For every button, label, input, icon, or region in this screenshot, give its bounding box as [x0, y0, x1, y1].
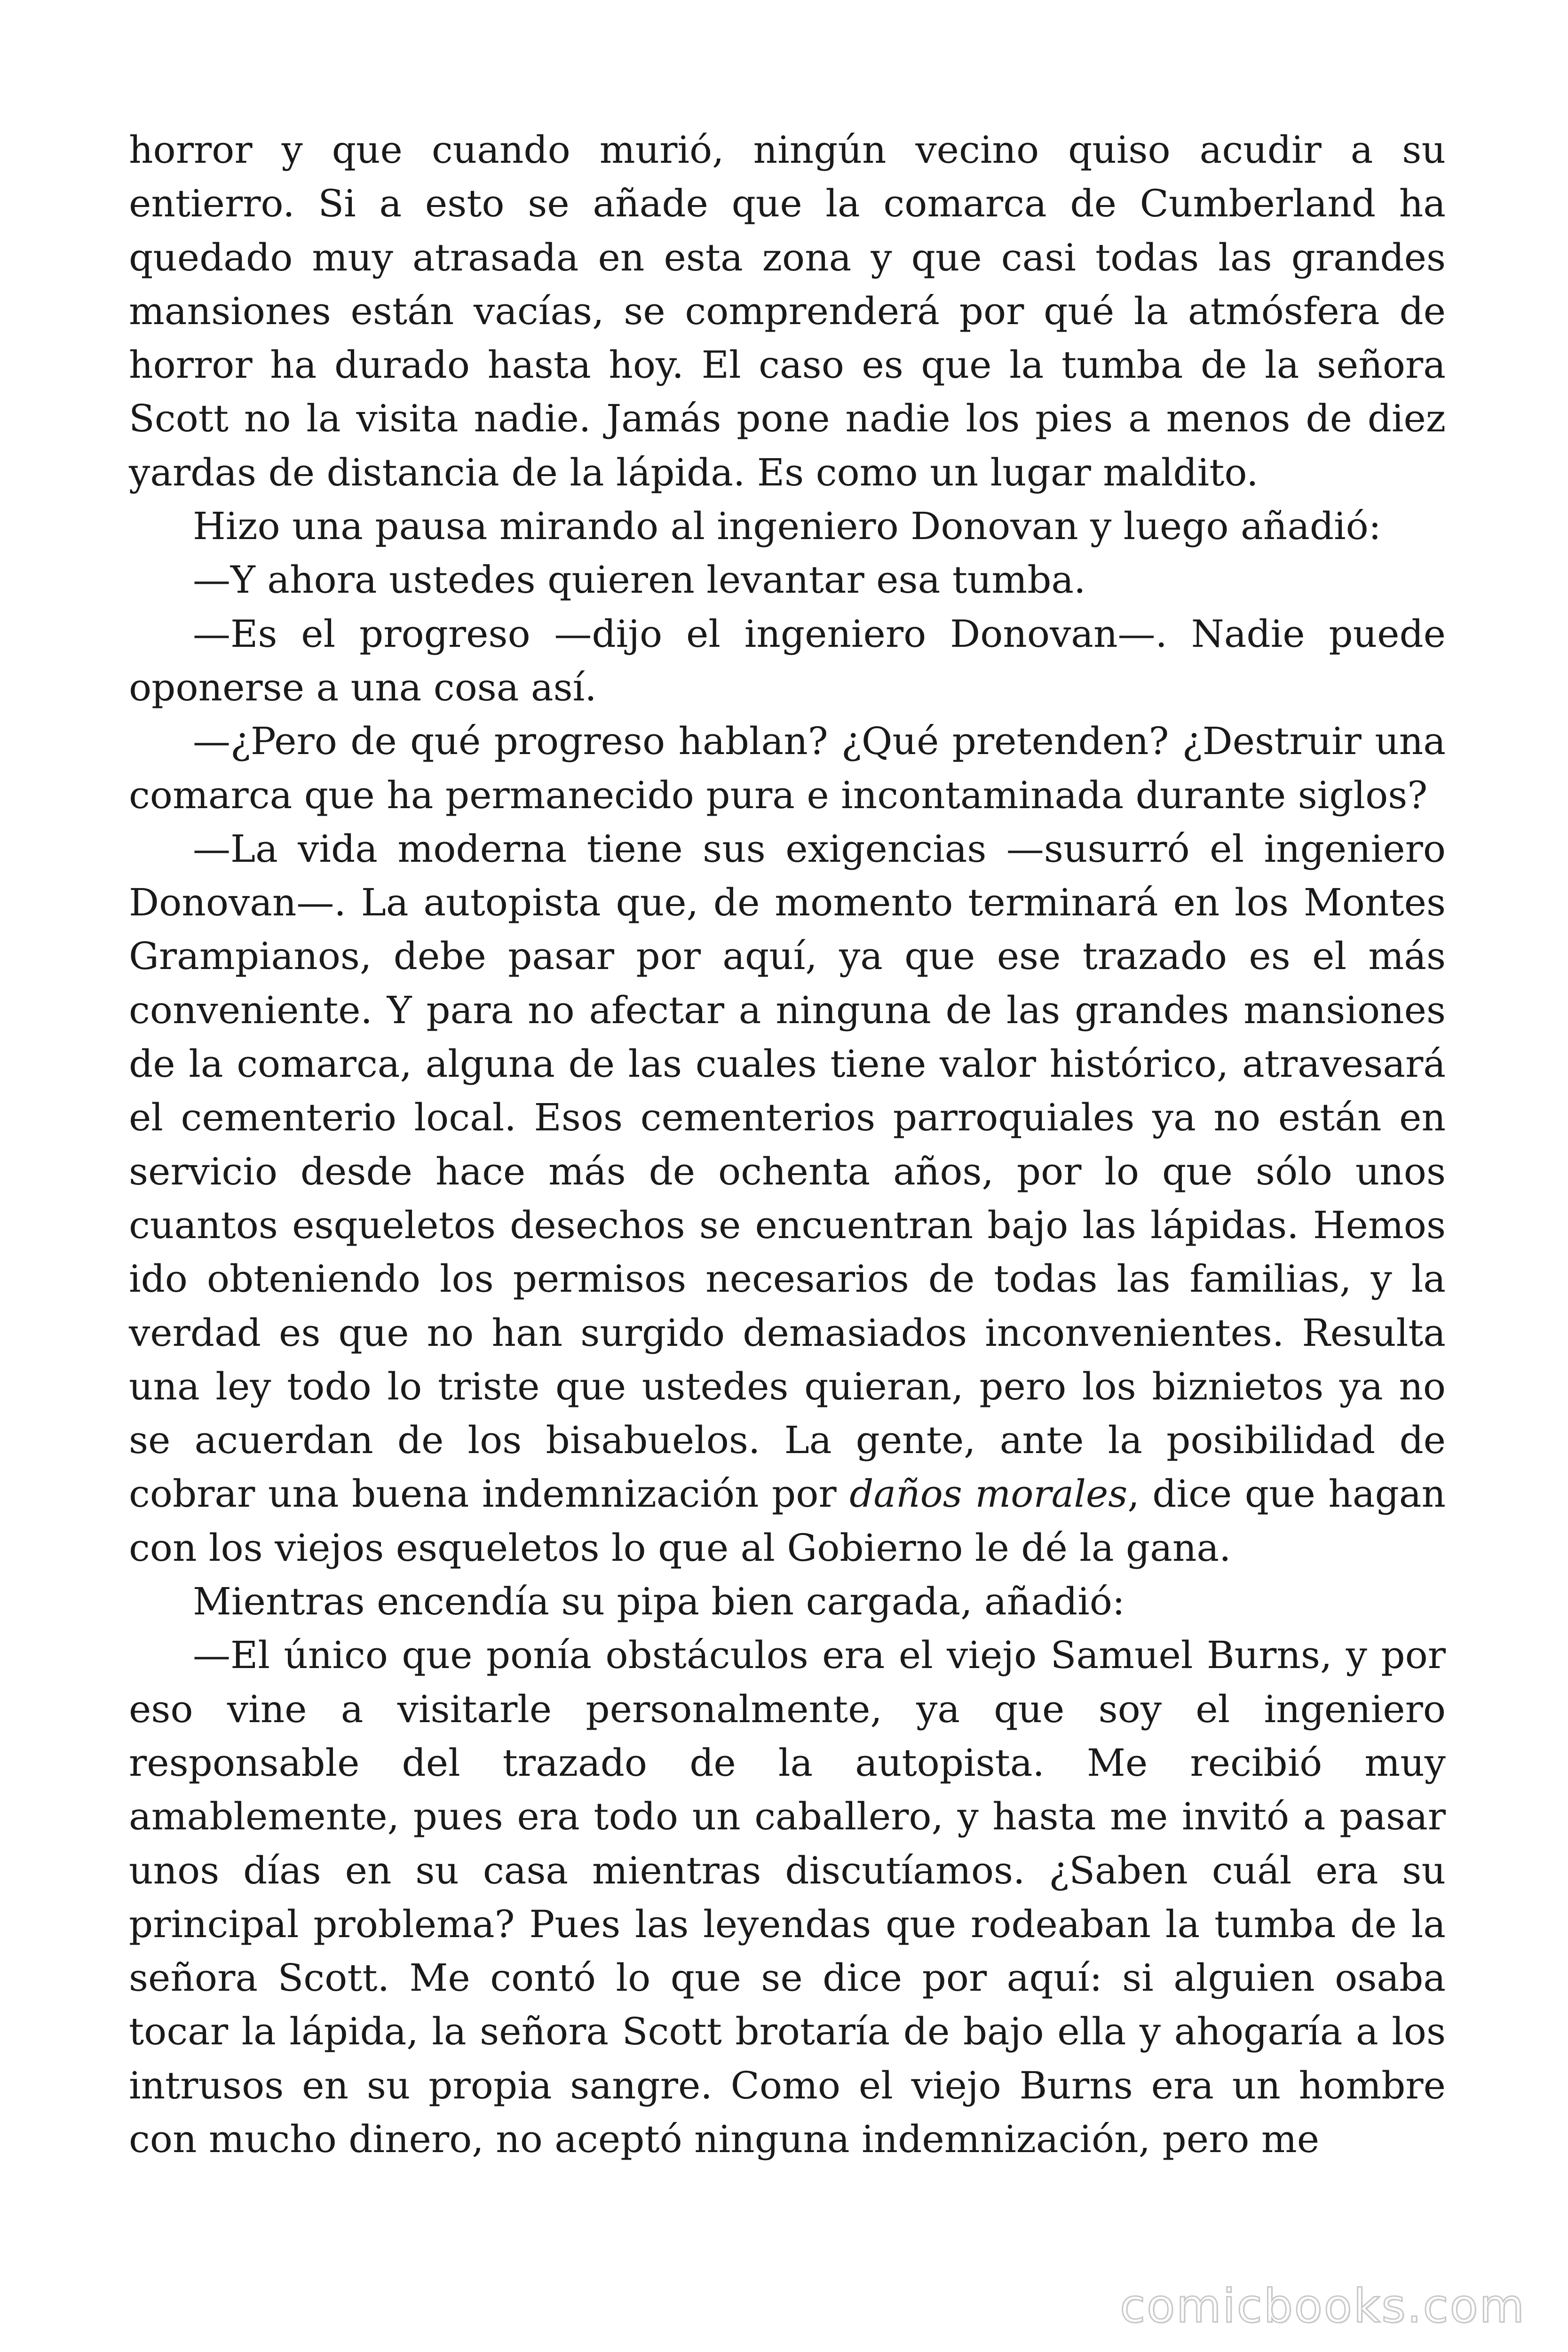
paragraph-5: —¿Pero de qué progreso hablan? ¿Qué pretenden? ¿Destruir una comarca que ha permanecido pura e incontaminada durante siglos?	[129, 719, 1446, 817]
page-body-text	[129, 123, 1446, 2166]
paragraph-4: —Es el progreso —dijo el ingeniero Donovan—. Nadie puede oponerse a una cosa así.	[129, 612, 1446, 709]
paragraph-2: Hizo una pausa mirando al ingeniero Donovan y luego añadió:	[193, 504, 1381, 548]
paragraph-6-text-before-italic: —La vida moderna tiene sus exigencias —susurró el ingeniero Donovan—. La autopista que, de momento terminará en los Montes Grampianos, debe pasar por aquí, ya que ese trazado es el más conveniente. Y para no afectar a ninguna de las grandes mansiones de la comarca, alguna de las cuales tiene valor histórico, atravesará el cementerio local. Esos cementerios parroquiales ya no están en servicio desde hace más de ochenta años, por lo que sólo unos cuantos esqueletos desechos se encuentran bajo las lápidas. Hemos ido obteniendo los permisos necesarios de todas las familias, y la verdad es que no han surgido demasiados inconvenientes. Resulta una ley todo lo triste que ustedes quieran, pero los biznietos ya no se acuerdan de los bisabuelos. La gente, ante la posibilidad de cobrar una buena indemnización por	[129, 826, 1446, 1516]
paragraph-6-text-after-italic: , dice que hagan con los viejos esqueletos lo que al Gobierno le dé la gana.	[129, 1472, 1446, 1570]
paragraph-6	[129, 822, 1446, 1575]
paragraph-1: horror y que cuando murió, ningún vecino quiso acudir a su entierro. Si a esto se añade que la comarca de Cumberland ha quedado muy atrasada en esta zona y que casi todas las grandes mansiones están vacías, se comprenderá por qué la atmósfera de horror ha durado hasta hoy. El caso es que la tumba de la señora Scott no la visita nadie. Jamás pone nadie los pies a menos de diez yardas de distancia de la lápida. Es como un lugar maldito.	[129, 128, 1446, 494]
watermark-logo: comicbooks.com	[1120, 2280, 1526, 2333]
paragraph-3: —Y ahora ustedes quieren levantar esa tumba.	[193, 558, 1086, 602]
italic-phrase: daños morales	[849, 1472, 1128, 1516]
paragraph-8: —El único que ponía obstáculos era el viejo Samuel Burns, y por eso vine a visitarle personalmente, ya que soy el ingeniero responsable del trazado de la autopista. Me recibió muy amablemente, pues era todo un caballero, y hasta me invitó a pasar unos días en su casa mientras discutíamos. ¿Saben cuál era su principal problema? Pues las leyendas que rodeaban la tumba de la señora Scott. Me contó lo que se dice por aquí: si alguien osaba tocar la lápida, la señora Scott brotaría de bajo ella y ahogaría a los intrusos en su propia sangre. Como el viejo Burns era un hombre con mucho dinero, no aceptó ninguna indemnización, pero me	[129, 1633, 1446, 2161]
paragraph-7: Mientras encendía su pipa bien cargada, añadió:	[193, 1580, 1125, 1624]
